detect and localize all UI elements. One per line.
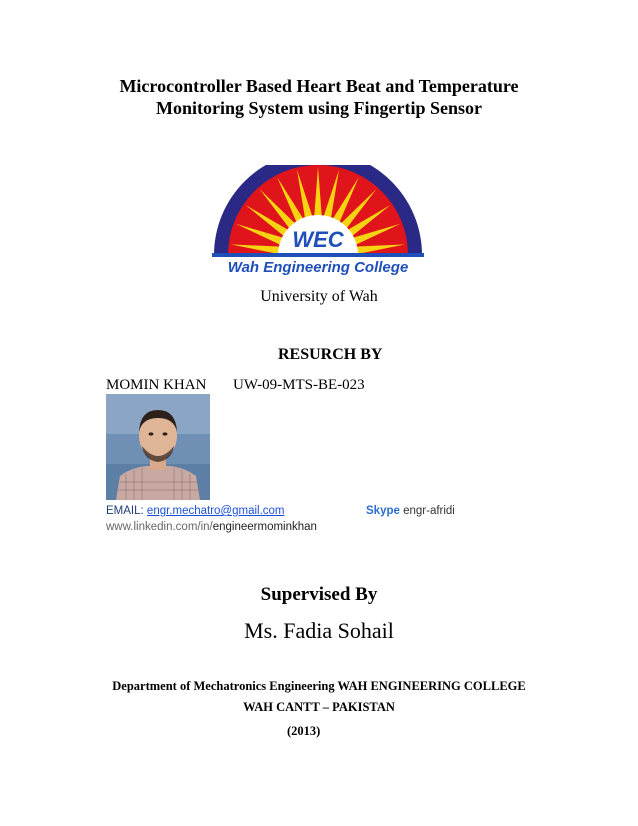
document-title [0,75,638,119]
location: WAH CANTT – PAKISTAN [243,700,395,714]
registration-number: UW-09-MTS-BE-023 [233,377,365,393]
linkedin-handle: engineermominkhan [212,521,317,533]
supervisor-name: Ms. Fadia Sohail [244,618,394,643]
skype-label: Skype [366,505,400,517]
title-line-1: Microcontroller Based Heart Beat and Temperature [119,76,519,96]
supervised-by-label: Supervised By [260,584,378,605]
research-by-label: RESURCH BY [278,346,383,363]
skype-handle: engr-afridi [403,505,455,517]
author-name: MOMIN KHAN [106,377,207,393]
author-photo [106,394,210,500]
wec-logo [212,165,424,277]
email-link[interactable]: engr.mechatro@gmail.com [146,505,285,517]
email-label: EMAIL: [106,505,144,517]
department: Department of Mechatronics Engineering WAH ENGINEERING COLLEGE [112,679,526,693]
logo-abbr: WEC [292,227,344,252]
linkedin-prefix: www.linkedin.com/in/ [106,521,213,533]
year: (2013) [287,724,321,738]
skype-line [366,505,455,517]
university-name: University of Wah [260,288,378,305]
linkedin-url[interactable] [106,521,317,533]
email-line [106,505,285,517]
logo-college-name: Wah Engineering College [227,259,409,276]
title-line-2: Monitoring System using Fingertip Sensor [155,98,482,118]
